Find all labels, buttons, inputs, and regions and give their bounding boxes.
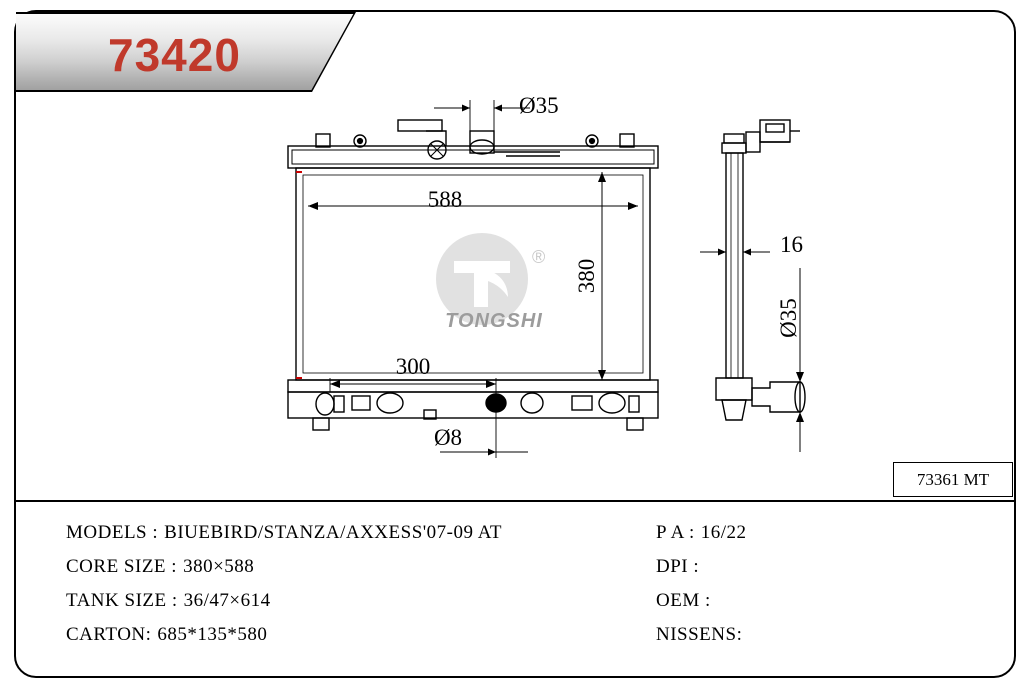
dim-core-height: 380 xyxy=(574,258,599,294)
svg-text:®: ® xyxy=(532,247,546,267)
part-number: 73420 xyxy=(108,29,241,81)
dim-lower-offset: 300 xyxy=(395,354,431,379)
part-number-banner xyxy=(16,12,356,92)
spec-label-tank-size: TANK SIZE : xyxy=(66,590,178,611)
spec-label-models: MODELS : xyxy=(66,522,159,543)
spec-label-oem: OEM : xyxy=(656,590,711,611)
spec-value-tank-size: 36/47×614 xyxy=(183,590,271,611)
spec-label-core-size: CORE SIZE : xyxy=(66,556,178,577)
spec-row-nissens xyxy=(656,618,976,652)
spec-row-oem xyxy=(656,584,976,618)
dim-core-width: 588 xyxy=(427,187,463,212)
spec-row-dpi xyxy=(656,550,976,584)
spec-label-dpi: DPI : xyxy=(656,556,700,577)
spec-column-right xyxy=(656,516,976,652)
spec-value-models: BIUEBIRD/STANZA/AXXESS'07-09 AT xyxy=(164,522,502,543)
spec-divider xyxy=(16,500,1014,502)
dim-top-inlet: Ø35 xyxy=(519,93,559,118)
spec-value-carton: 685*135*580 xyxy=(157,624,268,645)
spec-label-nissens: NISSENS: xyxy=(656,624,743,645)
drawing-code-box: 73361 MT xyxy=(893,462,1013,497)
dim-drain: Ø8 xyxy=(433,425,463,450)
spec-row-tank-size xyxy=(66,584,666,618)
spec-column-left xyxy=(66,516,666,652)
spec-value-core-size: 380×588 xyxy=(183,556,255,577)
spec-row-models xyxy=(66,516,666,550)
dim-side-outlet: Ø35 xyxy=(776,298,801,338)
spec-value-pa: 16/22 xyxy=(700,522,747,543)
spec-label-carton: CARTON: xyxy=(66,624,152,645)
spec-row-core-size xyxy=(66,550,666,584)
watermark-brand-text: TONGSHI xyxy=(445,310,543,332)
dim-side-thickness: 16 xyxy=(780,232,803,257)
spec-row-carton xyxy=(66,618,666,652)
spec-row-pa xyxy=(656,516,976,550)
spec-label-pa: P A : xyxy=(656,522,695,543)
